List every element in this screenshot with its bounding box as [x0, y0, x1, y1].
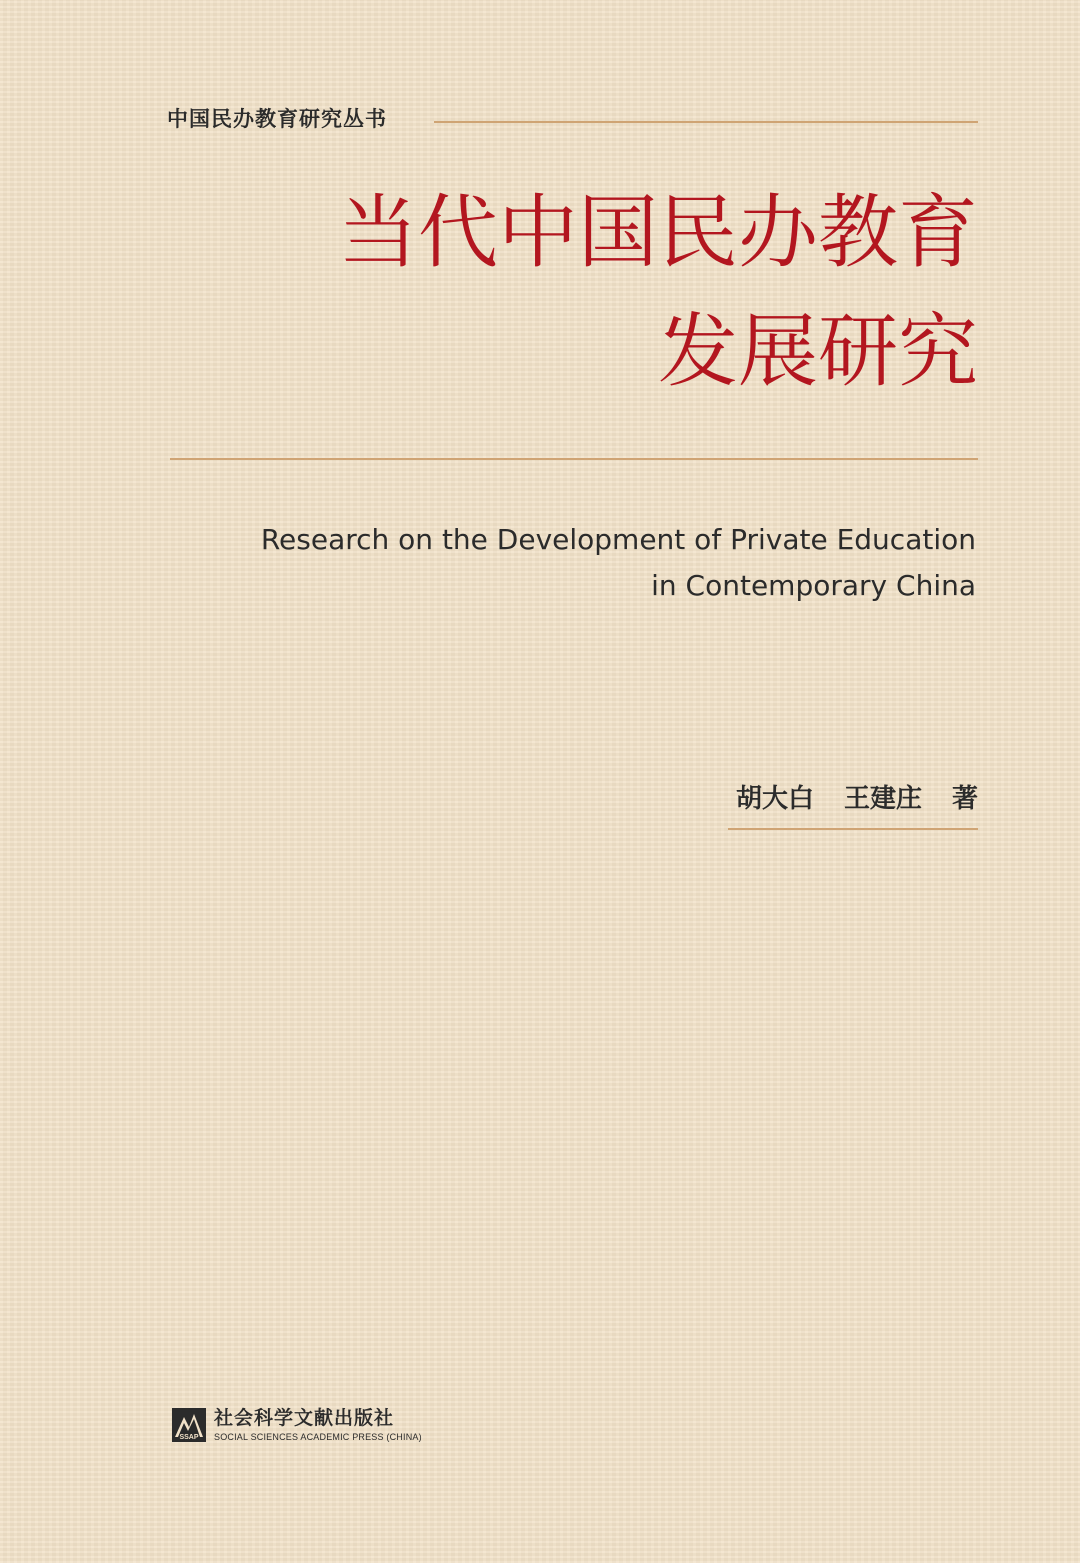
- series-title: 中国民办教育研究丛书: [167, 106, 387, 131]
- main-title-line-2: 发展研究: [658, 305, 978, 398]
- publisher-logo-icon: [172, 1408, 206, 1442]
- author-name-2: 王建庄: [843, 784, 922, 814]
- middle-divider: [170, 458, 978, 460]
- main-title-line-1: 当代中国民办教育: [338, 186, 978, 279]
- english-title-line-1: Research on the Development of Private Education: [260, 523, 976, 556]
- top-divider: [434, 121, 978, 123]
- publisher-name-english: SOCIAL SCIENCES ACADEMIC PRESS (CHINA): [214, 1431, 422, 1442]
- publisher-logo-text: SSAP: [179, 1434, 199, 1441]
- english-title-line-2: in Contemporary China: [651, 569, 976, 602]
- author-name-1: 胡大白: [735, 784, 814, 814]
- author-line: [736, 786, 978, 812]
- publisher-name: 社会科学文献出版社: [214, 1406, 395, 1429]
- publisher-text-block: [214, 1406, 422, 1442]
- author-underline: [728, 828, 978, 830]
- publisher-imprint: [172, 1408, 422, 1442]
- author-role: 著: [951, 784, 978, 814]
